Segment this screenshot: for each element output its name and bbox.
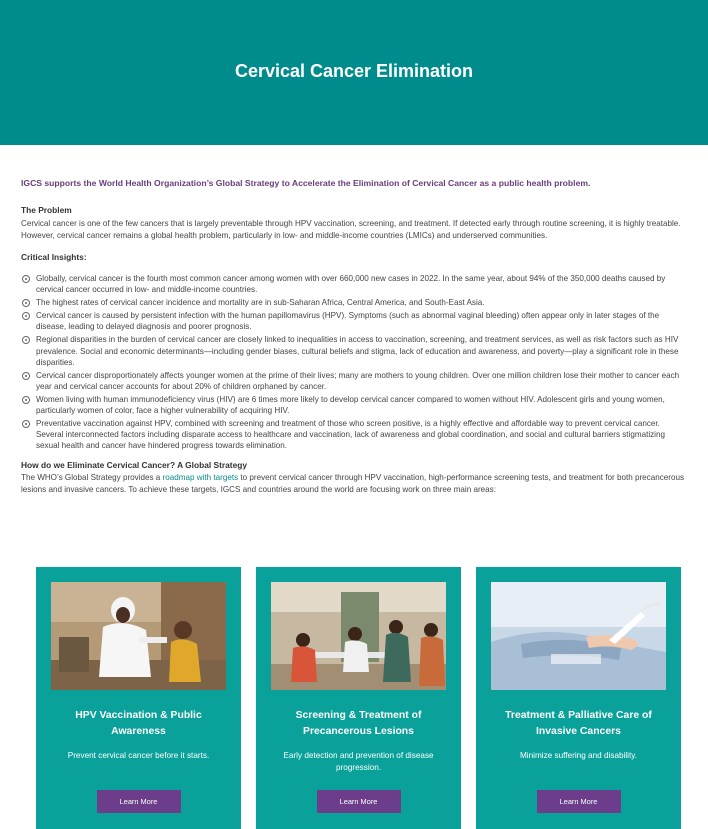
palliative-care-photo [491, 582, 666, 690]
bullet-icon [22, 336, 30, 344]
list-item [21, 370, 687, 392]
card-screening-treatment [256, 567, 461, 829]
roadmap-link[interactable]: roadmap with targets [162, 473, 239, 483]
card-description: Early detection and prevention of disease progression. [283, 751, 434, 772]
bullet-icon [22, 420, 30, 428]
card-description: Prevent cervical cancer before it starts. [67, 751, 210, 760]
list-item [21, 310, 687, 332]
insight-text: Regional disparities in the burden of cervical cancer are closely linked to inequalities in access to vaccination, screening, and treatment services, as well as risk factors such as HIV prevalence. Social and economic determinants—including gender biases, cultural beliefs and stigma, lack of education and awareness, and poverty—play a significant role in these disparities. [36, 335, 679, 367]
card-title: HPV Vaccination & Public Awareness [75, 710, 202, 737]
strategy-text [21, 472, 687, 495]
learn-more-button[interactable]: Learn More [537, 790, 621, 813]
screening-photo [271, 582, 446, 690]
problem-heading: The Problem [21, 205, 72, 215]
list-item [21, 297, 687, 308]
strategy-text-end: to prevent cervical cancer through HPV vaccination, high-performance screening tests, and treatment for both precancerous lesions and invasive cancers. To achieve these targets, IGCS and countries around the world are focusing work on three main areas: [21, 473, 684, 494]
card-description: Minimize suffering and disability. [519, 751, 638, 760]
learn-more-button[interactable]: Learn More [97, 790, 181, 813]
bullet-icon [22, 312, 30, 320]
vaccination-photo [51, 582, 226, 690]
learn-more-button[interactable]: Learn More [317, 790, 401, 813]
bullet-icon [22, 372, 30, 380]
insight-text: The highest rates of cervical cancer incidence and mortality are in sub-Saharan Africa, Central America, and South-East Asia. [36, 298, 485, 308]
strategy-text-start: The WHO’s Global Strategy provides a [21, 473, 163, 483]
list-item [21, 334, 687, 367]
insight-text: Globally, cervical cancer is the fourth most common cancer among women with over 660,000 new cases in 2022. In the same year, about 94% of the 350,000 deaths caused by cervical cancer occurred in low- and middle-income countries. [36, 274, 666, 295]
card-title: Screening & Treatment of Precancerous Lesions [295, 710, 422, 737]
insight-text: Cervical cancer is caused by persistent infection with the human papillomavirus (HPV). Symptoms (such as abnormal vaginal bleeding) often appear only in later stages of the disease, leading to delayed diagnosis and poorer prognosis. [36, 311, 660, 332]
strategy-heading: How do we Eliminate Cervical Cancer? A Global Strategy [21, 460, 248, 471]
insight-text: Women living with human immunodeficiency virus (HIV) are 6 times more likely to develop cervical cancer compared to women without HIV. Adolescent girls and young women, particularly women of color, face a higher vulnerability of acquiring HIV. [36, 394, 665, 416]
card-title: Treatment & Palliative Care of Invasive Cancers [505, 710, 652, 737]
list-item [21, 394, 687, 416]
list-item [21, 418, 687, 451]
insight-text: Preventative vaccination against HPV, combined with screening and treatment of those who screen positive, is a highly effective and affordable way to prevent cervical cancer. Several interconnected factors including disparate access to healthcare and vaccination, lack of awareness and global coordination, and social and cultural barriers stigmatizing sexual health and cancer have hindered progress towards elimination. [36, 419, 665, 451]
bullet-icon [22, 299, 30, 307]
insight-text: Cervical cancer disproportionately affects younger women at the prime of their lives; many are mothers to young children. Over one million children lose their mother to cancer each year and cervical cancer accounts for about 20% of children orphaned by cancer. [36, 370, 680, 391]
problem-text: Cervical cancer is one of the few cancers that is largely preventable through HPV vaccination, screening, and treatment. If detected early through routine screening, it is highly treatable. However, cervical cancer remains a global health problem, particularly in low- and middle-income countries (LMICs) and underserved communities. [21, 219, 681, 240]
page-title: Cervical Cancer Elimination [234, 61, 474, 81]
bullet-icon [22, 275, 30, 283]
intro-lead: IGCS supports the World Health Organization’s Global Strategy to Accelerate the Elimination of Cervical Cancer as a public health problem. [21, 178, 591, 188]
bullet-icon [22, 396, 30, 404]
card-palliative-care [476, 567, 681, 829]
focus-areas [36, 567, 681, 829]
insights-list [21, 273, 687, 451]
insights-heading: Critical Insights: [21, 252, 87, 262]
hero-banner [0, 0, 708, 145]
card-hpv-vaccination [36, 567, 241, 829]
list-item [21, 273, 687, 295]
main-content [0, 178, 708, 495]
